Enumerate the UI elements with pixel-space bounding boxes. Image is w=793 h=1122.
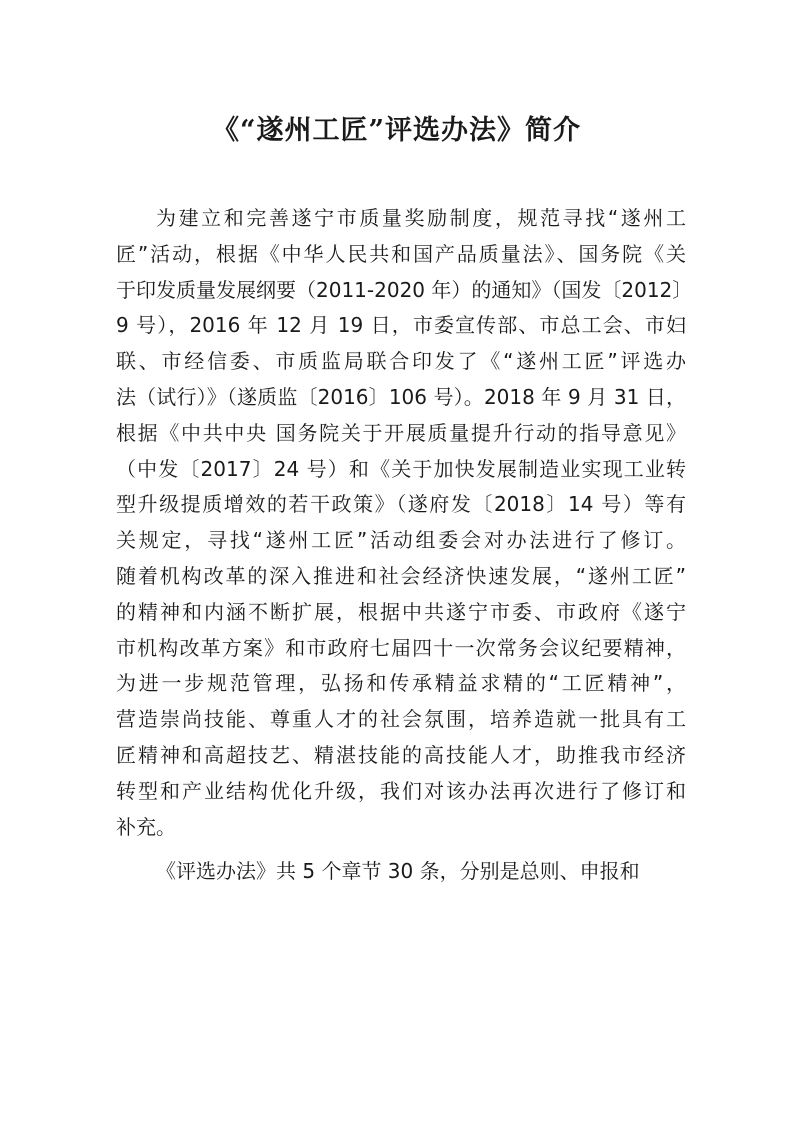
paragraph-structure: [116, 854, 686, 890]
paragraph-intro: [116, 201, 693, 845]
text-line: 市机构改革方案》和市政府七届四十一次常务会议纪要精神，: [116, 635, 686, 660]
text-line: 为进一步规范管理，弘扬和传承精益求精的“工匠精神”，: [116, 671, 686, 696]
text-line: 的精神和内涵不断扩展，根据中共遂宁市委、市政府《遂宁: [116, 599, 686, 624]
text-line: 匠”活动，根据《中华人民共和国产品质量法》、国务院《关: [116, 241, 686, 266]
text-line: 型升级提质增效的若干政策》（遂府发〔2018〕14 号）等有: [116, 492, 686, 517]
text-line: 为建立和完善遂宁市质量奖励制度，规范寻找“遂州工: [156, 206, 686, 230]
text-line: 转型和产业结构优化升级，我们对该办法再次进行了修订和: [116, 778, 686, 803]
text-line: 匠精神和高超技艺、精湛技能的高技能人才，助推我市经济: [116, 742, 686, 767]
text-line: 于印发质量发展纲要（2011-2020 年）的通知》（国发〔2012〕: [116, 277, 693, 302]
document-body: [116, 201, 693, 890]
text-line: （中发〔2017〕24 号）和《关于加快发展制造业实现工业转: [116, 456, 686, 481]
text-line: 《评选办法》共 5 个章节 30 条，分别是总则、申报和: [156, 859, 640, 884]
text-line: 法（试行）》（遂质监〔2016〕106 号）。2018 年 9 月 31 日，: [116, 384, 686, 409]
text-line: 补充。: [116, 814, 176, 839]
text-line: 随着机构改革的深入推进和社会经济快速发展，“遂州工匠”: [116, 563, 686, 588]
text-line: 9 号），2016 年 12 月 19 日，市委宣传部、市总工会、市妇: [116, 313, 686, 338]
text-line: 关规定，寻找“遂州工匠”活动组委会对办法进行了修订。: [116, 528, 686, 553]
text-line: 营造崇尚技能、尊重人才的社会氛围，培养造就一批具有工: [116, 707, 686, 732]
text-line: 根据《中共中央 国务院关于开展质量提升行动的指导意见》: [116, 420, 686, 445]
document-title: 《“遂州工匠”评选办法》简介: [211, 115, 582, 146]
text-line: 联、市经信委、市质监局联合印发了《“遂州工匠”评选办: [116, 349, 686, 374]
